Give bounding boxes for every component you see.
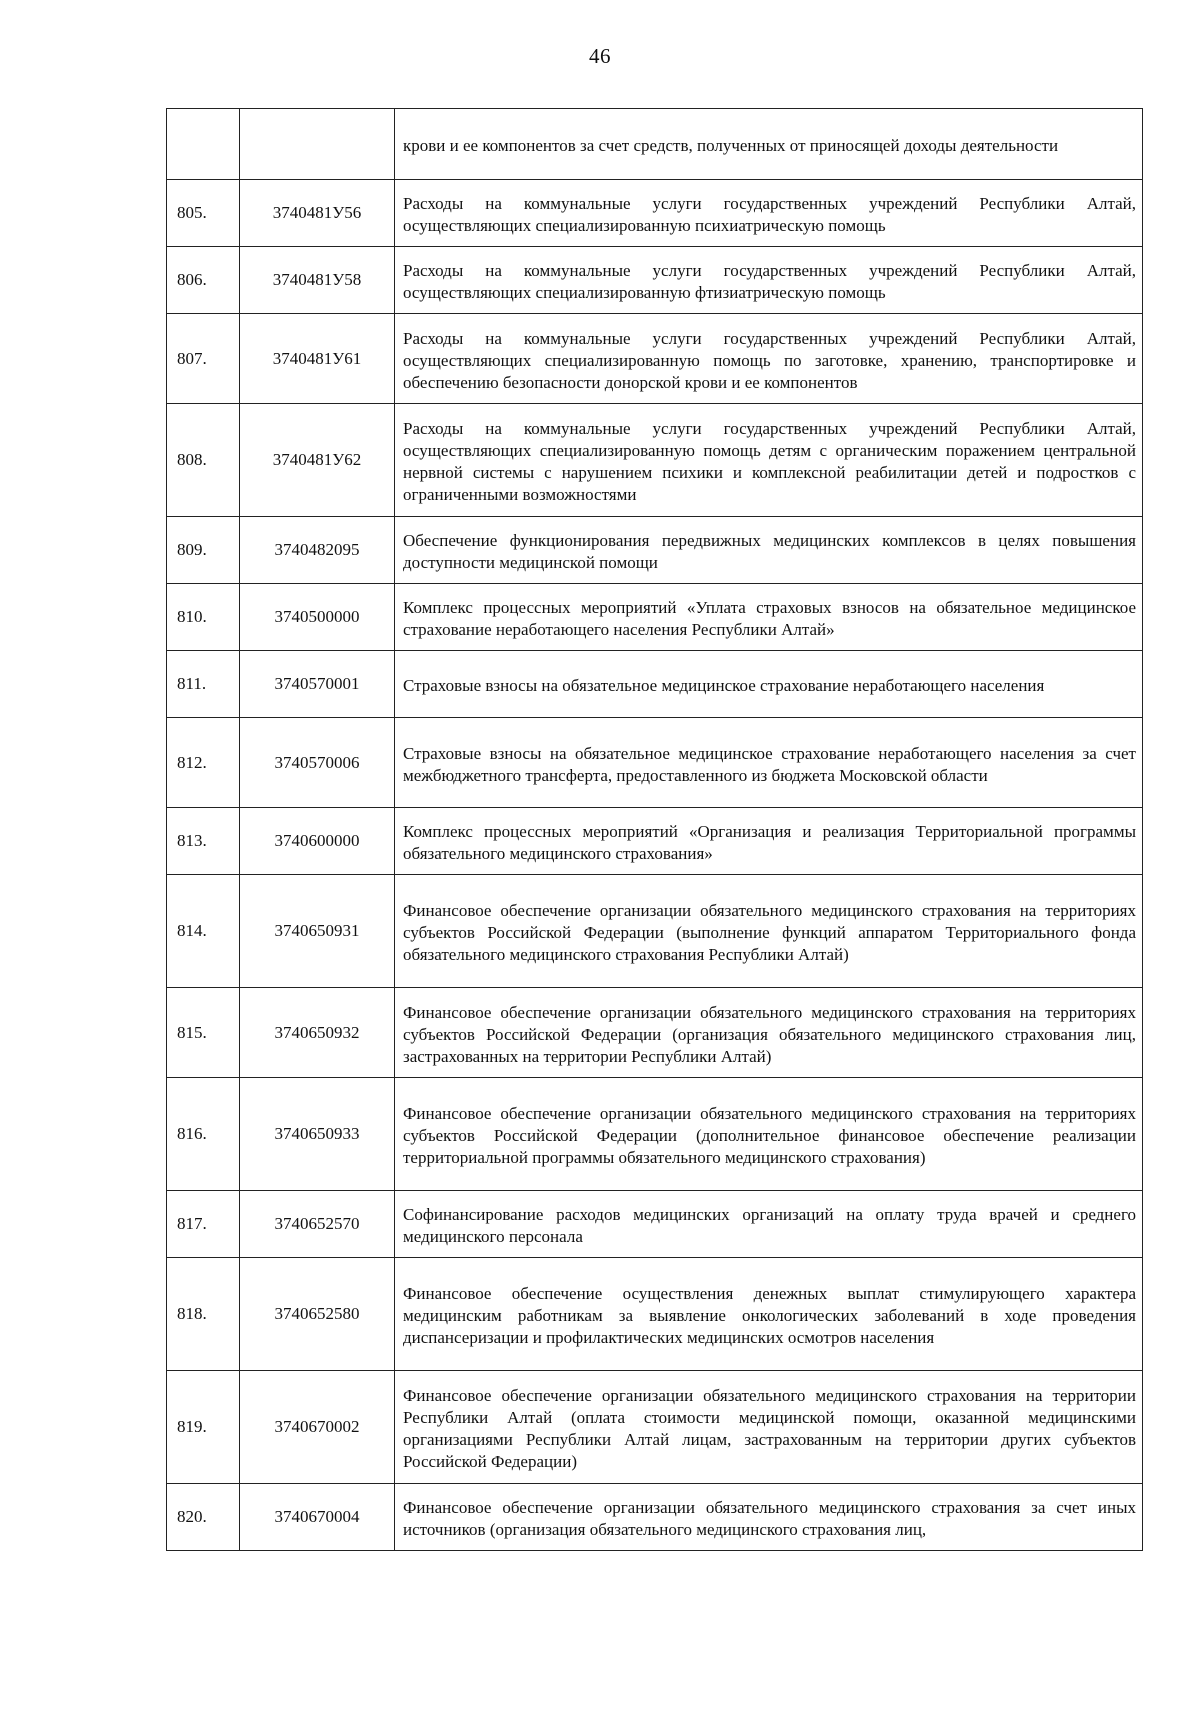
row-description: Финансовое обеспечение организации обязательного медицинского страхования за счет иных источников (организация обязательного медицинского страхования лиц, [395,1484,1143,1551]
row-description: Расходы на коммунальные услуги государственных учреждений Республики Алтай, осуществляющих специализированную помощь по заготовке, хранению, транспортировке и обеспечению безопасности донорской крови и ее компонентов [395,314,1143,404]
row-number: 814. [167,875,240,988]
table-row [167,1371,1143,1484]
row-code: 3740481У58 [240,247,395,314]
row-description: Финансовое обеспечение организации обязательного медицинского страхования на территориях субъектов Российской Федерации (дополнительное финансовое обеспечение реализации территориальной программы обязательного медицинского страхования) [395,1078,1143,1191]
row-number: 807. [167,314,240,404]
row-code: 3740570001 [240,651,395,718]
row-description: Обеспечение функционирования передвижных медицинских комплексов в целях повышения доступности медицинской помощи [395,517,1143,584]
budget-code-table [166,108,1143,1551]
row-description: Комплекс процессных мероприятий «Уплата страховых взносов на обязательное медицинское страхование неработающего населения Республики Алтай» [395,584,1143,651]
table-row [167,1078,1143,1191]
row-code [240,109,395,180]
table-row [167,404,1143,517]
row-description: Финансовое обеспечение организации обязательного медицинского страхования на территориях субъектов Российской Федерации (организация обязательного медицинского страхования лиц, застрахованных на территории Республики Алтай) [395,988,1143,1078]
row-description: Расходы на коммунальные услуги государственных учреждений Республики Алтай, осуществляющих специализированную фтизиатрическую помощь [395,247,1143,314]
row-code: 3740481У56 [240,180,395,247]
row-number: 808. [167,404,240,517]
row-code: 3740481У61 [240,314,395,404]
row-number: 817. [167,1191,240,1258]
table-row [167,314,1143,404]
row-description: Страховые взносы на обязательное медицинское страхование неработающего населения [395,651,1143,718]
row-code: 3740670004 [240,1484,395,1551]
table-row [167,1258,1143,1371]
row-description: Финансовое обеспечение организации обязательного медицинского страхования на территориях субъектов Российской Федерации (выполнение функций аппаратом Территориального фонда обязательного медицинского страхования Республики Алтай) [395,875,1143,988]
page-number: 46 [589,44,611,68]
row-description: Расходы на коммунальные услуги государственных учреждений Республики Алтай, осуществляющих специализированную помощь детям с органическим поражением центральной нервной системы с нарушением психики и комплексной реабилитации детей и подростков с ограниченными возможностями [395,404,1143,517]
row-number: 809. [167,517,240,584]
row-number [167,109,240,180]
row-description: Финансовое обеспечение осуществления денежных выплат стимулирующего характера медицинским работникам за выявление онкологических заболеваний в ходе проведения диспансеризации и профилактических медицинских осмотров населения [395,1258,1143,1371]
table-row [167,875,1143,988]
row-number: 813. [167,808,240,875]
row-code: 3740670002 [240,1371,395,1484]
row-number: 818. [167,1258,240,1371]
row-number: 812. [167,718,240,808]
row-number: 806. [167,247,240,314]
row-number: 815. [167,988,240,1078]
table-row [167,651,1143,718]
row-description: Финансовое обеспечение организации обязательного медицинского страхования на территории Республики Алтай (оплата стоимости медицинской помощи, оказанной медицинскими организациями Республики Алтай лицам, застрахованным на территории других субъектов Российской Федерации) [395,1371,1143,1484]
row-number: 810. [167,584,240,651]
table-row [167,180,1143,247]
table-row [167,1484,1143,1551]
row-code: 3740600000 [240,808,395,875]
row-description: Страховые взносы на обязательное медицинское страхование неработающего населения за счет межбюджетного трансферта, предоставленного из бюджета Московской области [395,718,1143,808]
row-code: 3740570006 [240,718,395,808]
row-description: Комплекс процессных мероприятий «Организация и реализация Территориальной программы обязательного медицинского страхования» [395,808,1143,875]
row-code: 3740650933 [240,1078,395,1191]
table-row [167,247,1143,314]
table-row [167,808,1143,875]
table-row [167,517,1143,584]
row-number: 805. [167,180,240,247]
table-row [167,718,1143,808]
row-description: крови и ее компонентов за счет средств, полученных от приносящей доходы деятельности [395,109,1143,180]
table-row [167,1191,1143,1258]
row-number: 816. [167,1078,240,1191]
row-code: 3740500000 [240,584,395,651]
row-description: Софинансирование расходов медицинских организаций на оплату труда врачей и среднего медицинского персонала [395,1191,1143,1258]
row-number: 819. [167,1371,240,1484]
row-code: 3740482095 [240,517,395,584]
row-code: 3740652580 [240,1258,395,1371]
row-code: 3740650932 [240,988,395,1078]
row-description: Расходы на коммунальные услуги государственных учреждений Республики Алтай, осуществляющих специализированную психиатрическую помощь [395,180,1143,247]
row-number: 811. [167,651,240,718]
row-code: 3740481У62 [240,404,395,517]
row-code: 3740652570 [240,1191,395,1258]
row-code: 3740650931 [240,875,395,988]
table-row [167,109,1143,180]
table-row [167,988,1143,1078]
table-row [167,584,1143,651]
row-number: 820. [167,1484,240,1551]
